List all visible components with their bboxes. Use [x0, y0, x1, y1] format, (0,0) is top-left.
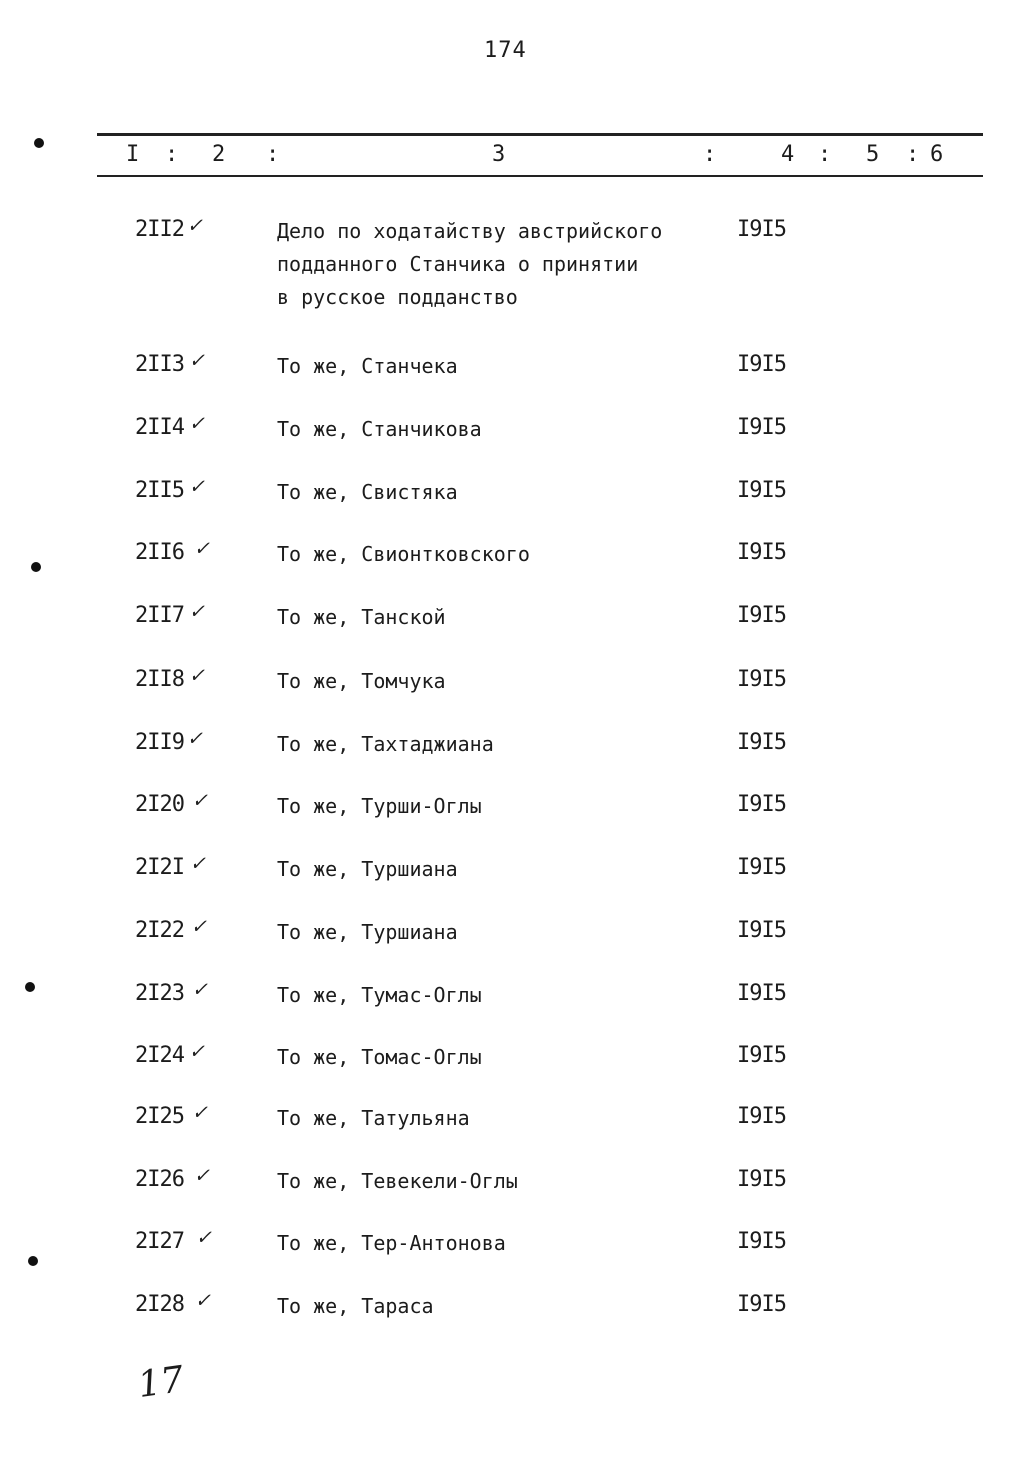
inventory-row: [0, 1225, 1024, 1289]
column-header-5: 5: [866, 142, 880, 167]
column-separator: :: [266, 142, 280, 167]
header-rule-top: [97, 133, 983, 136]
inventory-number: 2II8: [135, 667, 184, 692]
case-year: I9I5: [737, 792, 786, 817]
column-separator: :: [818, 142, 832, 167]
case-year: I9I5: [737, 1104, 786, 1129]
column-header-3: 3: [492, 142, 506, 167]
checkmark-icon: ✓: [193, 1100, 207, 1125]
inventory-row: [0, 474, 1024, 538]
inventory-number: 2II4: [135, 415, 184, 440]
checkmark-icon: ✓: [190, 348, 204, 373]
checkmark-icon: ✓: [190, 1039, 204, 1064]
column-separator: :: [165, 142, 179, 167]
case-year: I9I5: [737, 918, 786, 943]
inventory-row: [0, 599, 1024, 663]
checkmark-icon: ✓: [192, 914, 206, 939]
punch-hole-icon: [31, 562, 41, 572]
checkmark-icon: ✓: [193, 788, 207, 813]
case-year: I9I5: [737, 981, 786, 1006]
column-header-6: 6: [930, 142, 944, 167]
inventory-row: [0, 348, 1024, 412]
case-title: То же, Танской: [277, 605, 446, 629]
case-year: I9I5: [737, 603, 786, 628]
inventory-row: [0, 1100, 1024, 1164]
inventory-number: 2II5: [135, 478, 184, 503]
case-year: I9I5: [737, 1292, 786, 1317]
inventory-row: [0, 726, 1024, 790]
inventory-number: 2II2: [135, 217, 184, 242]
case-title: То же, Туршиана: [277, 857, 458, 881]
case-year: I9I5: [737, 217, 786, 242]
inventory-row: [0, 1163, 1024, 1227]
case-title: То же, Татульяна: [277, 1106, 470, 1130]
page-number: 174: [484, 38, 527, 63]
case-title: То же, Томас-Оглы: [277, 1045, 482, 1069]
case-title: То же, Свистяка: [277, 480, 458, 504]
checkmark-icon: ✓: [195, 1163, 209, 1188]
checkmark-icon: ✓: [190, 599, 204, 624]
case-title: То же, Станчикова: [277, 417, 482, 441]
handwritten-note: 17: [135, 1359, 187, 1406]
case-year: I9I5: [737, 1229, 786, 1254]
inventory-row: [0, 788, 1024, 852]
inventory-row: [0, 213, 1024, 309]
inventory-number: 2I22: [135, 918, 184, 943]
checkmark-icon: ✓: [193, 977, 207, 1002]
case-year: I9I5: [737, 478, 786, 503]
inventory-number: 2II6: [135, 540, 184, 565]
case-title: То же, Станчека: [277, 354, 458, 378]
inventory-row: [0, 851, 1024, 915]
case-year: I9I5: [737, 352, 786, 377]
checkmark-icon: ✓: [195, 536, 209, 561]
case-title: То же, Тахтаджиана: [277, 732, 494, 756]
case-title: То же, Тараса: [277, 1294, 434, 1318]
case-year: I9I5: [737, 1043, 786, 1068]
inventory-number: 2I28: [135, 1292, 184, 1317]
column-header-1: I: [126, 142, 140, 167]
case-title: Дело по ходатайству австрийского подданного Станчика о принятии в русское подданство: [277, 219, 663, 309]
column-separator: :: [703, 142, 717, 167]
case-year: I9I5: [737, 730, 786, 755]
inventory-row: [0, 663, 1024, 727]
punch-hole-icon: [34, 138, 44, 148]
inventory-number: 2II9: [135, 730, 184, 755]
inventory-row: [0, 1039, 1024, 1103]
checkmark-icon: ✓: [196, 1288, 210, 1313]
inventory-row: [0, 914, 1024, 978]
checkmark-icon: ✓: [188, 213, 202, 238]
punch-hole-icon: [25, 982, 35, 992]
checkmark-icon: ✓: [190, 411, 204, 436]
column-header-4: 4: [781, 142, 795, 167]
checkmark-icon: ✓: [188, 726, 202, 751]
punch-hole-icon: [28, 1256, 38, 1266]
case-title: То же, Тевекели-Оглы: [277, 1169, 518, 1193]
case-title: То же, Свионтковского: [277, 542, 530, 566]
inventory-number: 2I20: [135, 792, 184, 817]
column-separator: :: [906, 142, 920, 167]
checkmark-icon: ✓: [191, 851, 205, 876]
case-year: I9I5: [737, 540, 786, 565]
case-title: То же, Тер-Антонова: [277, 1231, 506, 1255]
inventory-row: [0, 536, 1024, 600]
inventory-number: 2I2I: [135, 855, 184, 880]
checkmark-icon: ✓: [190, 663, 204, 688]
case-title: То же, Тумас-Оглы: [277, 983, 482, 1007]
header-rule-bottom: [97, 175, 983, 177]
inventory-number: 2I25: [135, 1104, 184, 1129]
inventory-row: [0, 411, 1024, 475]
checkmark-icon: ✓: [197, 1225, 211, 1250]
case-year: I9I5: [737, 415, 786, 440]
case-year: I9I5: [737, 667, 786, 692]
inventory-number: 2I23: [135, 981, 184, 1006]
case-title: То же, Томчука: [277, 669, 446, 693]
inventory-number: 2I26: [135, 1167, 184, 1192]
case-year: I9I5: [737, 1167, 786, 1192]
column-header-2: 2: [212, 142, 226, 167]
inventory-row: [0, 1288, 1024, 1352]
case-year: I9I5: [737, 855, 786, 880]
inventory-row: [0, 977, 1024, 1041]
inventory-number: 2I27: [135, 1229, 184, 1254]
inventory-number: 2II3: [135, 352, 184, 377]
case-title: То же, Турши-Оглы: [277, 794, 482, 818]
inventory-number: 2I24: [135, 1043, 184, 1068]
inventory-number: 2II7: [135, 603, 184, 628]
case-title: То же, Туршиана: [277, 920, 458, 944]
checkmark-icon: ✓: [190, 474, 204, 499]
